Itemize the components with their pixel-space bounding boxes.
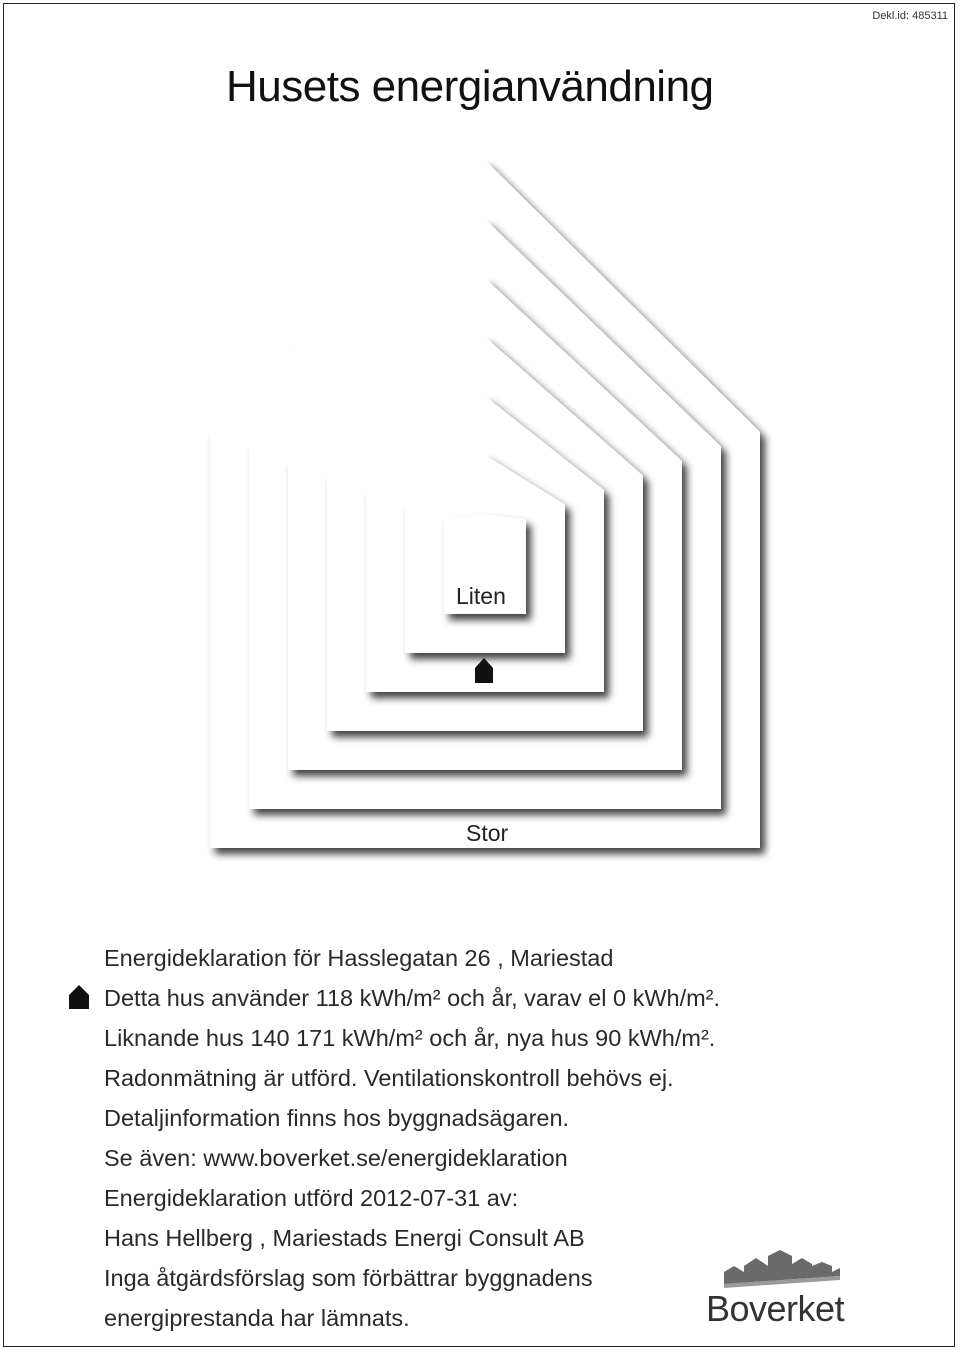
info-line-suggestions-2: energiprestanda har lämnats. <box>104 1305 410 1331</box>
info-line-link[interactable]: Se även: www.boverket.se/energideklaration <box>104 1145 568 1171</box>
info-line-details: Detaljinformation finns hos byggnadsägaren. <box>104 1105 570 1131</box>
scale-top-label: Liten <box>456 583 506 609</box>
info-line-comparison: Liknande hus 140 171 kWh/m² och år, nya hus 90 kWh/m². <box>104 1025 716 1051</box>
info-line-suggestions-1: Inga åtgärdsförslag som förbättrar byggnadens <box>104 1265 593 1291</box>
this-house-marker-icon <box>68 985 90 1009</box>
page-title: Husets energianvändning <box>226 62 714 111</box>
info-line-address: Energideklaration för Hasslegatan 26 , Mariestad <box>104 945 614 971</box>
info-line-usage: Detta hus använder 118 kWh/m² och år, varav el 0 kWh/m². <box>104 985 721 1011</box>
declaration-info <box>104 938 720 1338</box>
boverket-logo-text: Boverket <box>706 1288 845 1329</box>
declaration-id: Dekl.id: 485311 <box>872 10 948 22</box>
info-line-radon: Radonmätning är utförd. Ventilationskontroll behövs ej. <box>104 1065 674 1091</box>
info-line-consultant: Hans Hellberg , Mariestads Energi Consult AB <box>104 1225 585 1251</box>
scale-bottom-label: Stor <box>466 820 509 846</box>
info-line-date: Energideklaration utförd 2012-07-31 av: <box>104 1185 519 1211</box>
